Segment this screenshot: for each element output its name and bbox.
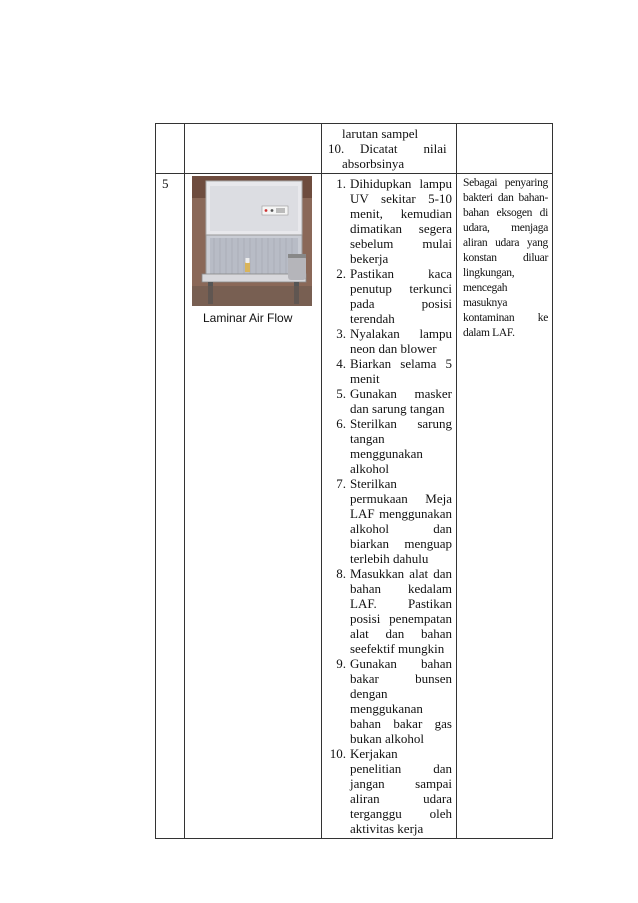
- step-number: 8.: [336, 566, 346, 581]
- step-text: Sterilkan permukaan Meja LAF menggunakan alkohol dan biarkan menguap terlebih dahulu: [350, 476, 452, 566]
- laminar-air-flow-cabinet-icon: [192, 176, 312, 306]
- step-number: 6.: [336, 416, 346, 431]
- cont-function-cell: [457, 124, 553, 174]
- step-item: [326, 476, 452, 566]
- step-text: Gunakan bahan bakar bunsen dengan menggukanan bahan bakar gas bukan alkohol: [350, 656, 452, 746]
- step-number: 1.: [336, 176, 346, 191]
- cont-steps-cell: [322, 124, 457, 174]
- step-text: Sterilkan sarung tangan menggunakan alkohol: [350, 416, 452, 476]
- cont-number-cell: [156, 124, 185, 174]
- step-item: [326, 176, 452, 266]
- row-number-cell: [156, 174, 185, 839]
- step-text: Biarkan selama 5 menit: [350, 356, 452, 386]
- step-text: Pastikan kaca penutup terkunci pada posisi terendah: [350, 266, 452, 326]
- procedure-table: [155, 123, 553, 839]
- step-number: 3.: [336, 326, 346, 341]
- step-number: 9.: [336, 656, 346, 671]
- step-text: Masukkan alat dan bahan kedalam LAF. Pastikan posisi penempatan alat dan bahan seefektif mungkin: [350, 566, 452, 656]
- steps-cell: [322, 174, 457, 839]
- cont-tool-cell: [185, 124, 322, 174]
- step-item: [326, 566, 452, 656]
- step-number: 2.: [336, 266, 346, 281]
- tool-cell: [185, 174, 322, 839]
- step-text: Nyalakan lampu neon dan blower: [350, 326, 452, 356]
- tool-name: Laminar Air Flow: [203, 311, 293, 325]
- continuation-item-text: Dicatat nilai: [360, 141, 447, 156]
- function-text: Sebagai penyaring bakteri dan bahan-bahan eksogen di udara, menjaga aliran udara yang konstan diluar lingkungan, mencegah masuknya kontaminan ke dalam LAF.: [463, 177, 548, 339]
- table-row: [156, 174, 553, 839]
- step-text: Dihidupkan lampu UV sekitar 5-10 menit, kemudian dimatikan segera sebelum mulai bekerja: [350, 176, 452, 266]
- continuation-line: larutan sampel: [342, 126, 419, 141]
- step-number: 10.: [329, 746, 346, 761]
- step-text: Gunakan masker dan sarung tangan: [350, 386, 452, 416]
- step-item: [326, 326, 452, 356]
- row-number: 5: [162, 176, 169, 191]
- function-cell: [457, 174, 553, 839]
- steps-list: [322, 174, 456, 838]
- step-item: [326, 656, 452, 746]
- continuation-item: [328, 141, 453, 156]
- step-item: [326, 266, 452, 326]
- step-item: [326, 386, 452, 416]
- continuation-row: [156, 124, 553, 174]
- continuation-line: absorbsinya: [342, 156, 405, 171]
- step-number: 4.: [336, 356, 346, 371]
- step-number: 5.: [336, 386, 346, 401]
- step-number: 7.: [336, 476, 346, 491]
- step-text: Kerjakan penelitian dan jangan sampai aliran udara terganggu oleh aktivitas kerja: [350, 746, 452, 836]
- laminar-air-flow-photo: [192, 176, 312, 306]
- continuation-item-number: 10.: [328, 141, 345, 156]
- step-item: [326, 356, 452, 386]
- step-item: [326, 746, 452, 836]
- step-item: [326, 416, 452, 476]
